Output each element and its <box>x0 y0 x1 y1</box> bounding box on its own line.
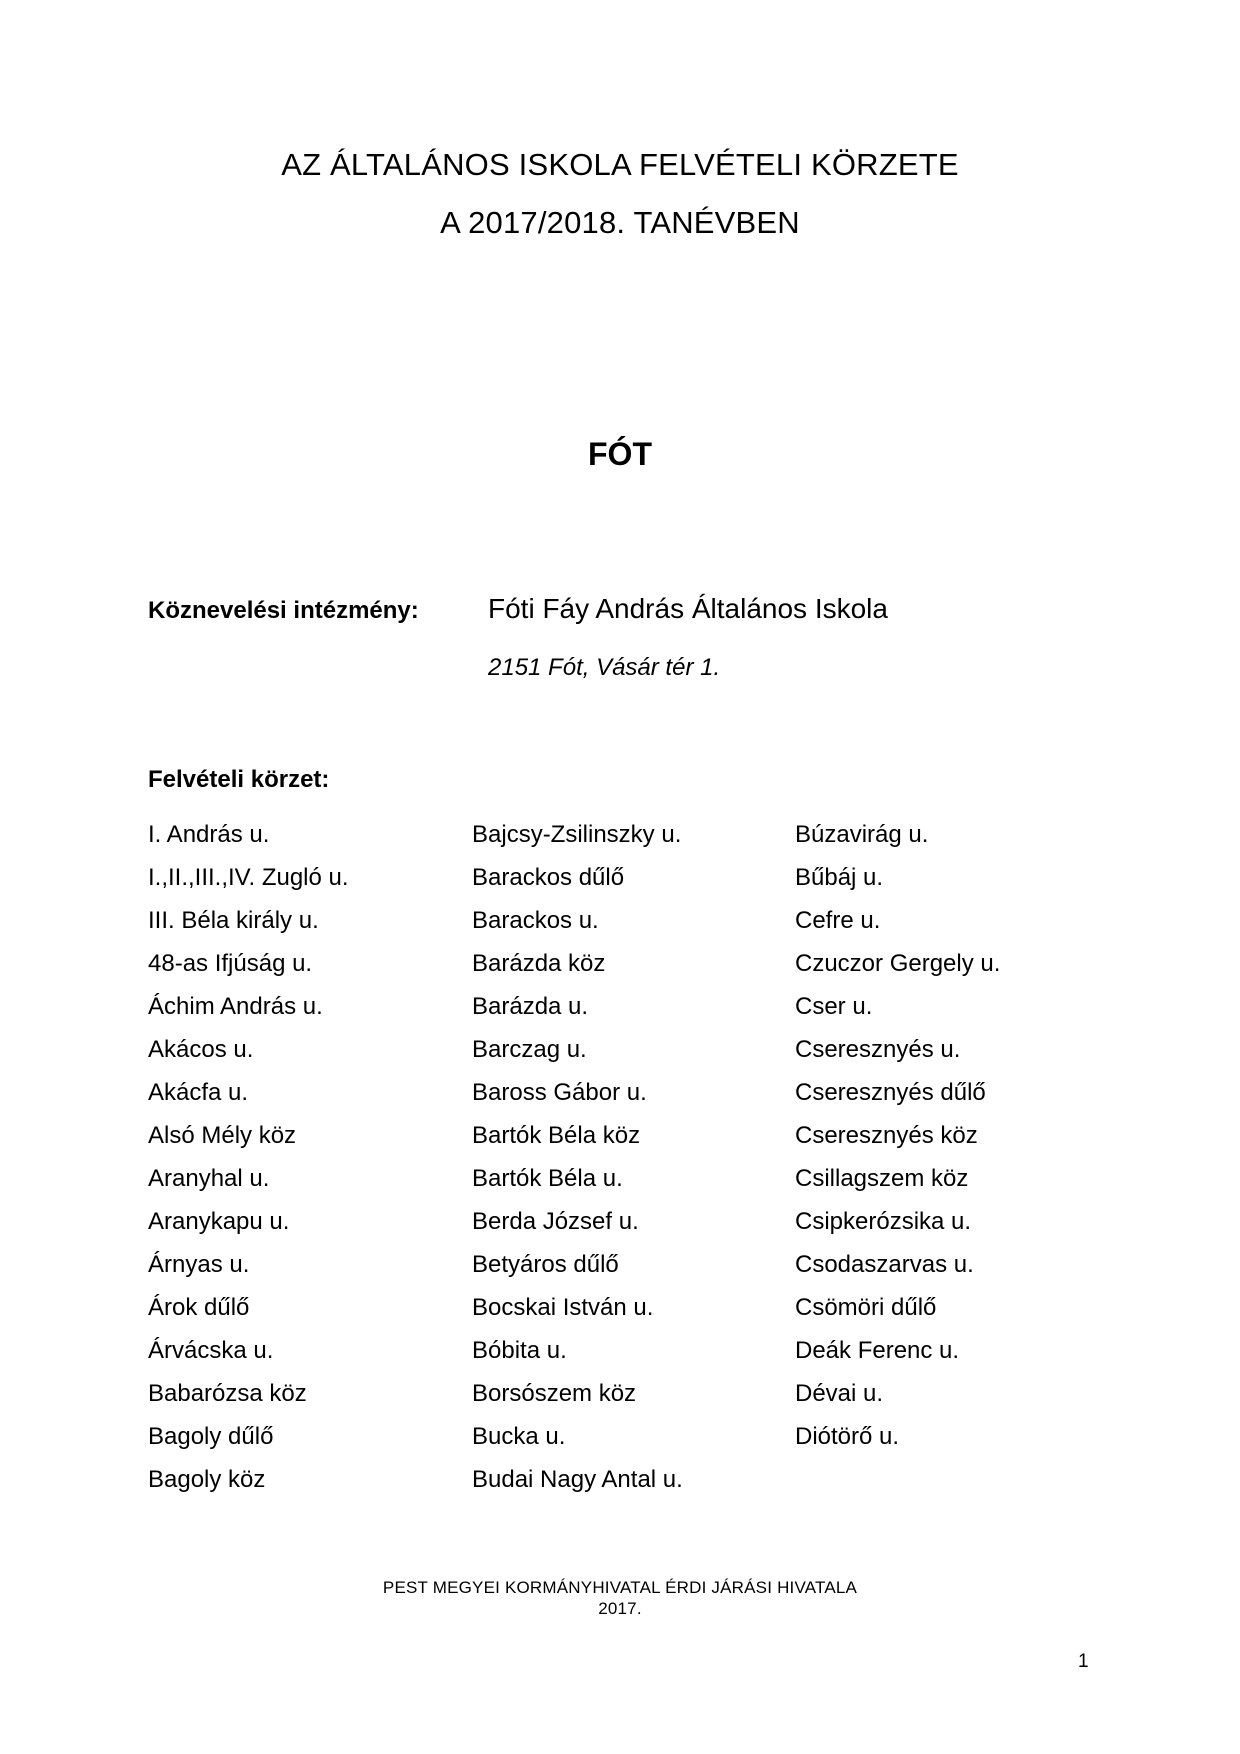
footer-year: 2017. <box>598 1599 642 1618</box>
street-column-3 <box>795 820 1000 1465</box>
street-item: Barackos u. <box>472 907 599 934</box>
street-item: Csömöri dűlő <box>795 1294 937 1321</box>
street-item: Diótörő u. <box>795 1423 900 1450</box>
street-item: Bartók Béla köz <box>472 1122 641 1149</box>
street-item: Bocskai István u. <box>472 1294 654 1321</box>
street-item: Árok dűlő <box>148 1294 250 1321</box>
street-item: Barázda u. <box>472 993 589 1020</box>
street-item: Budai Nagy Antal u. <box>472 1466 683 1493</box>
street-item: Bagoly dűlő <box>148 1423 274 1450</box>
street-item: Bucka u. <box>472 1423 566 1450</box>
street-item: III. Béla király u. <box>148 907 319 934</box>
street-item: Bagoly köz <box>148 1466 266 1493</box>
street-item: Bűbáj u. <box>795 864 884 891</box>
street-item: Csodaszarvas u. <box>795 1251 974 1278</box>
street-item: Berda József u. <box>472 1208 639 1235</box>
street-item: I. András u. <box>148 821 270 848</box>
street-item: Bartók Béla u. <box>472 1165 623 1192</box>
street-item: Árnyas u. <box>148 1251 250 1278</box>
street-item: Betyáros dűlő <box>472 1251 619 1278</box>
street-column-2 <box>472 820 683 1508</box>
street-item: Barackos dűlő <box>472 864 625 891</box>
district-label: Felvételi körzet: <box>148 766 330 793</box>
street-item: Borsószem köz <box>472 1380 637 1407</box>
street-item: Csipkerózsika u. <box>795 1208 972 1235</box>
street-item: Bóbita u. <box>472 1337 567 1364</box>
street-item: Czuczor Gergely u. <box>795 950 1001 977</box>
street-item: Baross Gábor u. <box>472 1079 647 1106</box>
street-item: Cseresznyés u. <box>795 1036 961 1063</box>
street-item: Akácos u. <box>148 1036 254 1063</box>
street-item: Deák Ferenc u. <box>795 1337 960 1364</box>
street-item: Alsó Mély köz <box>148 1122 297 1149</box>
institution-label: Köznevelési intézmény: <box>148 597 419 624</box>
street-item: Cser u. <box>795 993 873 1020</box>
street-item: Bajcsy-Zsilinszky u. <box>472 821 682 848</box>
institution-address: 2151 Fót, Vásár tér 1. <box>488 654 721 681</box>
street-item: Babarózsa köz <box>148 1380 307 1407</box>
street-item: Dévai u. <box>795 1380 884 1407</box>
institution-name: Fóti Fáy András Általános Iskola <box>488 593 888 624</box>
street-item: I.,II.,III.,IV. Zugló u. <box>148 864 349 891</box>
title-line-2: A 2017/2018. TANÉVBEN <box>440 205 800 240</box>
street-item: Búzavirág u. <box>795 821 929 848</box>
street-item: Akácfa u. <box>148 1079 249 1106</box>
street-item: Árvácska u. <box>148 1337 274 1364</box>
street-item: Aranykapu u. <box>148 1208 290 1235</box>
page-footer <box>0 1577 1240 1619</box>
street-item: Csillagszem köz <box>795 1165 969 1192</box>
street-item: Aranyhal u. <box>148 1165 270 1192</box>
page-number: 1 <box>1078 1651 1089 1672</box>
street-item: 48-as Ifjúság u. <box>148 950 313 977</box>
street-item: Barczag u. <box>472 1036 587 1063</box>
street-item: Cseresznyés dűlő <box>795 1079 986 1106</box>
street-item: Barázda köz <box>472 950 606 977</box>
city-heading: FÓT <box>588 436 652 472</box>
footer-office: PEST MEGYEI KORMÁNYHIVATAL ÉRDI JÁRÁSI HIVATALA <box>382 1578 858 1597</box>
street-item: Cefre u. <box>795 907 881 934</box>
document-title <box>0 146 1240 262</box>
street-item: Cseresznyés köz <box>795 1122 978 1149</box>
street-item: Áchim András u. <box>148 993 323 1020</box>
title-line-1: AZ ÁLTALÁNOS ISKOLA FELVÉTELI KÖRZETE <box>281 147 959 182</box>
street-column-1 <box>148 820 349 1508</box>
